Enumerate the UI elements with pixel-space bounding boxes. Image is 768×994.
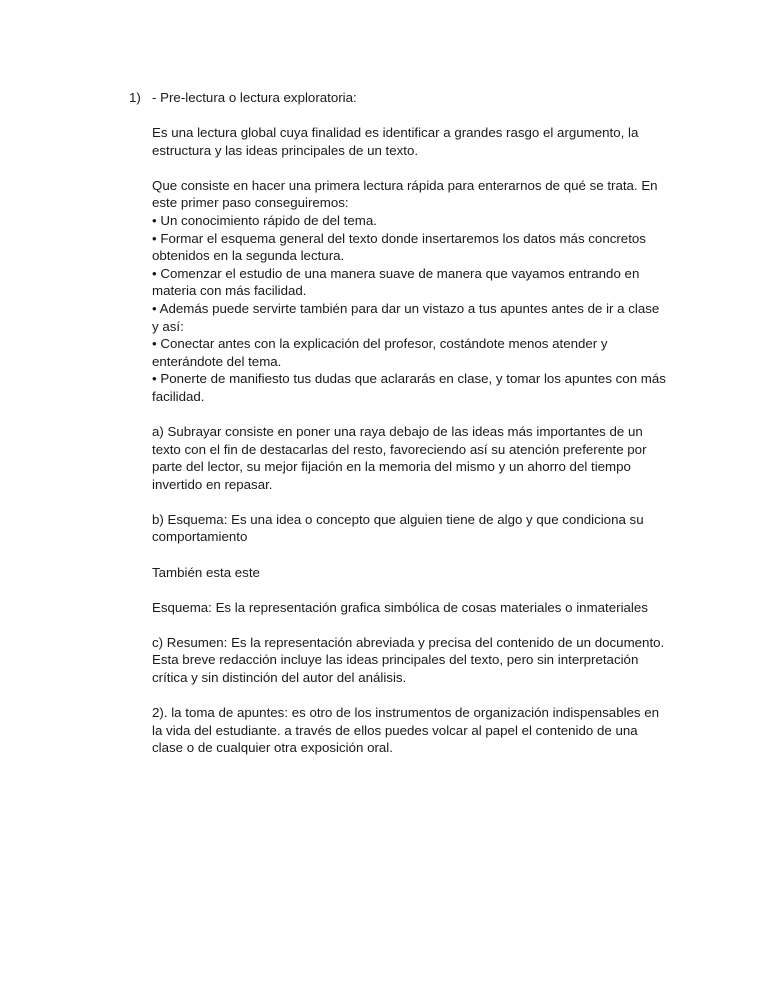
text-line: clase o de cualquier otra exposición oral. <box>152 740 393 756</box>
text-line: a) Subrayar consiste en poner una raya debajo de las ideas más importantes de un <box>152 424 643 439</box>
text-line: obtenidos en la segunda lectura. <box>152 248 345 264</box>
text-line: enterándote del tema. <box>152 353 282 369</box>
bullet-line: • Un conocimiento rápido de del tema. <box>152 212 377 228</box>
text-line: c) Resumen: Es la representación abreviada y precisa del contenido de un documento. <box>152 634 665 650</box>
text-line: este primer paso conseguiremos: <box>152 195 349 211</box>
text-line: b) Esquema: Es una idea o concepto que alguien tiene de algo y que condiciona su <box>152 511 644 527</box>
bullet-line: • Ponerte de manifiesto tus dudas que aclararás en clase, y tomar los apuntes con más <box>152 371 666 387</box>
bullet-line: • Además puede servirte también para dar un vistazo a tus apuntes antes de ir a clase <box>152 300 660 316</box>
paragraph-tambien <box>152 564 672 582</box>
bullet-line: • Comenzar el estudio de una manera suave de manera que vayamos entrando en <box>152 265 640 281</box>
text-line: parte del lector, su mejor fijación en la memoria del mismo y un ahorro del tiempo <box>152 459 631 475</box>
text-line: 2). la toma de apuntes: es otro de los instrumentos de organización indispensables en <box>152 705 660 721</box>
paragraph-resumen <box>152 634 672 687</box>
text-line: comportamiento <box>152 529 248 545</box>
paragraph-subrayar <box>152 423 672 493</box>
text-line: facilidad. <box>152 388 205 404</box>
bullet-line: • Conectar antes con la explicación del profesor, costándote menos atender y <box>152 336 608 352</box>
text-line: invertido en repasar. <box>152 476 273 492</box>
section-heading: - Pre-lectura o lectura exploratoria: <box>152 90 357 105</box>
paragraph-esquema-def <box>152 599 672 617</box>
bullet-line: • Formar el esquema general del texto donde insertaremos los datos más concretos <box>152 230 646 246</box>
paragraph-apuntes <box>152 704 672 757</box>
text-line: la vida del estudiante. a través de ellos puedes volcar al papel el contenido de una <box>152 722 638 738</box>
paragraph-esquema <box>152 511 672 546</box>
text-line: crítica y sin distinción del autor del análisis. <box>152 669 407 685</box>
text-line: Esta breve redacción incluye las ideas principales del texto, pero sin interpretación <box>152 652 639 668</box>
text-line: texto con el fin de destacarlas del resto, favoreciendo así su atención preferente por <box>152 441 647 457</box>
text-line: Que consiste en hacer una primera lectura rápida para enterarnos de qué se trata. En <box>152 177 658 193</box>
document-content <box>152 89 672 774</box>
text-line: También esta este <box>152 564 260 580</box>
text-line: estructura y las ideas principales de un texto. <box>152 142 419 158</box>
text-line: Esquema: Es la representación grafica simbólica de cosas materiales o inmateriales <box>152 599 648 615</box>
text-line: materia con más facilidad. <box>152 283 307 299</box>
paragraph-definition <box>152 124 672 159</box>
list-number: 1) <box>129 90 141 105</box>
text-line: y así: <box>152 318 184 334</box>
text-line: Es una lectura global cuya finalidad es identificar a grandes rasgo el argumento, la <box>152 125 639 141</box>
heading-block <box>152 89 672 107</box>
paragraph-steps <box>152 177 672 406</box>
